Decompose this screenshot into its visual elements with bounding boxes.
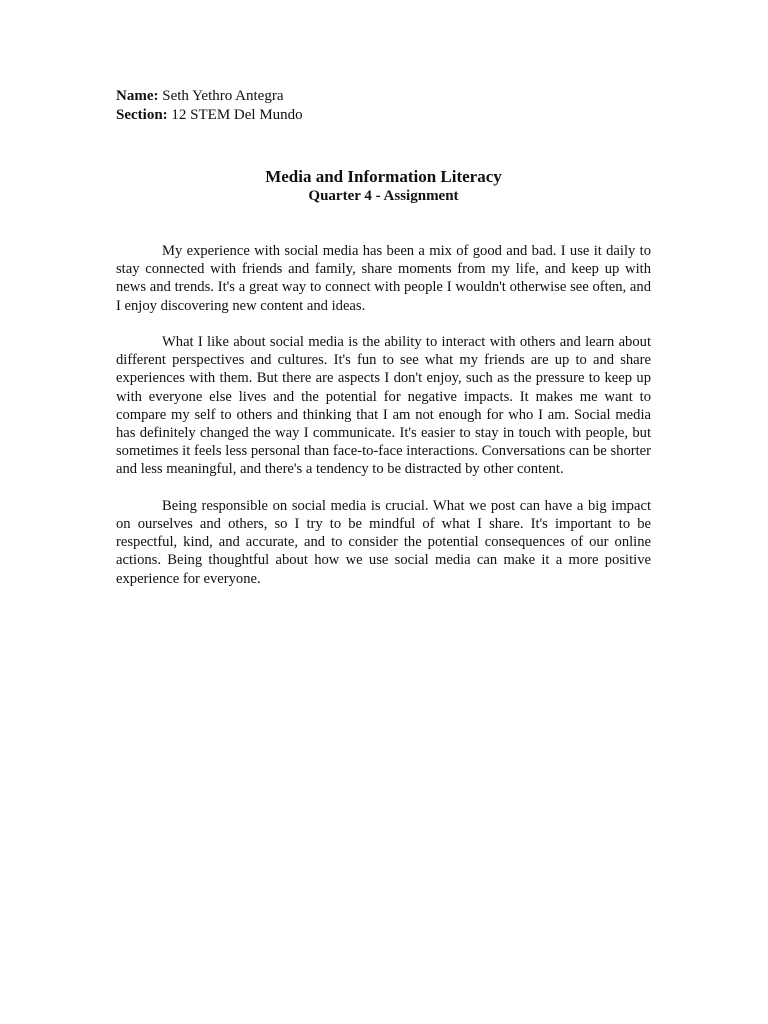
- section-label: Section:: [116, 107, 168, 123]
- student-info: [116, 87, 303, 125]
- paragraph-3: Being responsible on social media is crucial. What we post can have a big impact on ourselves and others, so I try to be mindful of what I share. It's important to be respectful, kind, and accurate, and to consider the potential consequences of our online actions. Being thoughtful about how we use social media can make it a more positive experience for everyone.: [116, 497, 651, 587]
- name-label: Name:: [116, 88, 159, 104]
- paragraph-2: What I like about social media is the ability to interact with others and learn about different perspectives and cultures. It's fun to see what my friends are up to and share experiences with them. But there are aspects I don't enjoy, such as the pressure to keep up with everyone else lives and the potential for negative impacts. It makes me want to compare my self to others and thinking that I am not enough for who I am. Social media has definitely changed the way I communicate. It's easier to stay in touch with people, but sometimes it feels less personal than face-to-face interactions. Conversations can be shorter and less meaningful, and there's a tendency to be distracted by other content.: [116, 334, 651, 478]
- section-row: [116, 106, 303, 125]
- document-title: Media and Information Literacy: [265, 167, 502, 186]
- student-section: 12 STEM Del Mundo: [171, 107, 303, 123]
- document-subtitle: Quarter 4 - Assignment: [308, 188, 459, 204]
- name-row: [116, 87, 303, 106]
- essay-body: [116, 242, 651, 606]
- paragraph-1: My experience with social media has been a mix of good and bad. I use it daily to stay connected with friends and family, share moments from my life, and keep up with news and trends. It's a great way to connect with people I wouldn't otherwise see often, and I enjoy discovering new content and ideas.: [116, 243, 651, 314]
- student-name: Seth Yethro Antegra: [162, 88, 284, 104]
